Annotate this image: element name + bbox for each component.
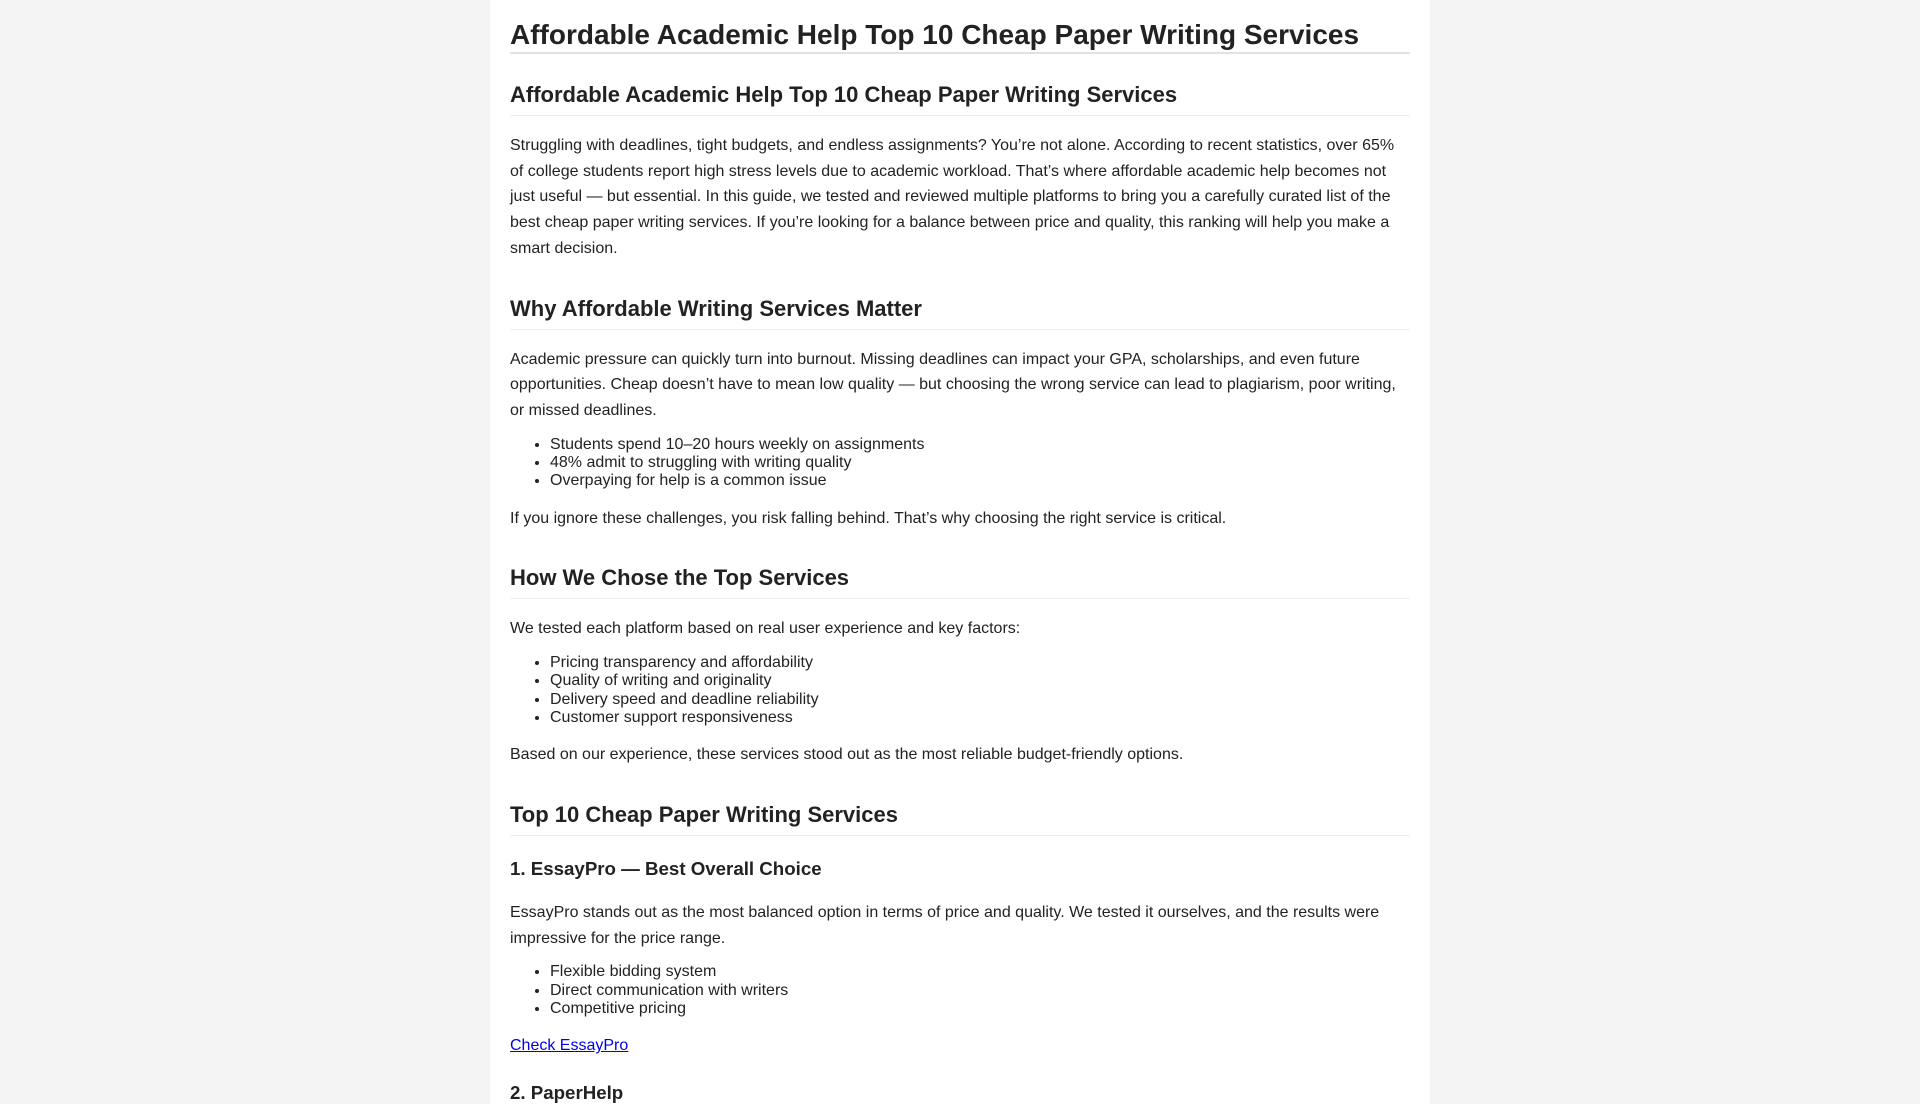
- intro-paragraph: Struggling with deadlines, tight budgets, and endless assignments? You’re not alone. According to recent statistics, over 65% of college students report high stress levels due to academic workload. That’s where affordable academic help becomes not just useful — but essential. In this guide, we tested and reviewed multiple platforms to bring you a carefully curated list of the best cheap paper writing services. If you’re looking for a balance between price and quality, this ranking will help you make a smart decision.: [510, 137, 1395, 257]
- list-item: • Customer support responsiveness: [550, 709, 1410, 727]
- list-item: • Students spend 10–20 hours weekly on assignments: [550, 436, 1410, 454]
- how-closing-paragraph: Based on our experience, these services stood out as the most reliable budget-friendly options.: [510, 746, 1184, 764]
- why-bullet-list: [510, 436, 1410, 491]
- how-heading: How We Chose the Top Services: [510, 565, 1410, 599]
- why-closing-paragraph: If you ignore these challenges, you risk falling behind. That’s why choosing the right service is critical.: [510, 509, 1227, 527]
- list-item: • Pricing transparency and affordability: [550, 654, 1410, 672]
- intro-heading: Affordable Academic Help Top 10 Cheap Paper Writing Services: [510, 82, 1410, 116]
- why-heading: Why Affordable Writing Services Matter: [510, 296, 1410, 330]
- article-container: [490, 0, 1430, 1104]
- list-item: • Delivery speed and deadline reliability: [550, 691, 1410, 709]
- why-section: [510, 296, 1410, 532]
- service-essaypro: [510, 858, 1410, 1059]
- check-essaypro-link[interactable]: Check EssayPro: [510, 1037, 629, 1055]
- service-link-paragraph: [510, 1033, 1410, 1059]
- why-paragraph: Academic pressure can quickly turn into burnout. Missing deadlines can impact your GPA, scholarships, and even future opportunities. Cheap doesn’t have to mean low quality — but choosing the wrong service can lead to plagiarism, poor writing, or missed deadlines.: [510, 350, 1396, 419]
- list-item: • Flexible bidding system: [550, 963, 1410, 981]
- service-feature-list: [510, 963, 1410, 1018]
- how-paragraph: We tested each platform based on real user experience and key factors:: [510, 620, 1021, 638]
- service-description: EssayPro stands out as the most balanced option in terms of price and quality. We tested it ourselves, and the results were impressive for the price range.: [510, 903, 1380, 947]
- top10-section: [510, 802, 1410, 1104]
- top10-heading: Top 10 Cheap Paper Writing Services: [510, 802, 1410, 836]
- how-section: [510, 565, 1410, 768]
- page-title: Affordable Academic Help Top 10 Cheap Paper Writing Services: [510, 0, 1410, 54]
- how-bullet-list: [510, 654, 1410, 727]
- list-item: • 48% admit to struggling with writing quality: [550, 454, 1410, 472]
- intro-section: [510, 82, 1410, 262]
- service-heading: 1. EssayPro — Best Overall Choice: [510, 857, 822, 879]
- service-heading: 2. PaperHelp: [510, 1081, 624, 1103]
- list-item: • Direct communication with writers: [550, 982, 1410, 1000]
- list-item: • Quality of writing and originality: [550, 672, 1410, 690]
- service-paperhelp: [510, 1082, 1410, 1104]
- list-item: • Competitive pricing: [550, 1000, 1410, 1018]
- list-item: • Overpaying for help is a common issue: [550, 472, 1410, 490]
